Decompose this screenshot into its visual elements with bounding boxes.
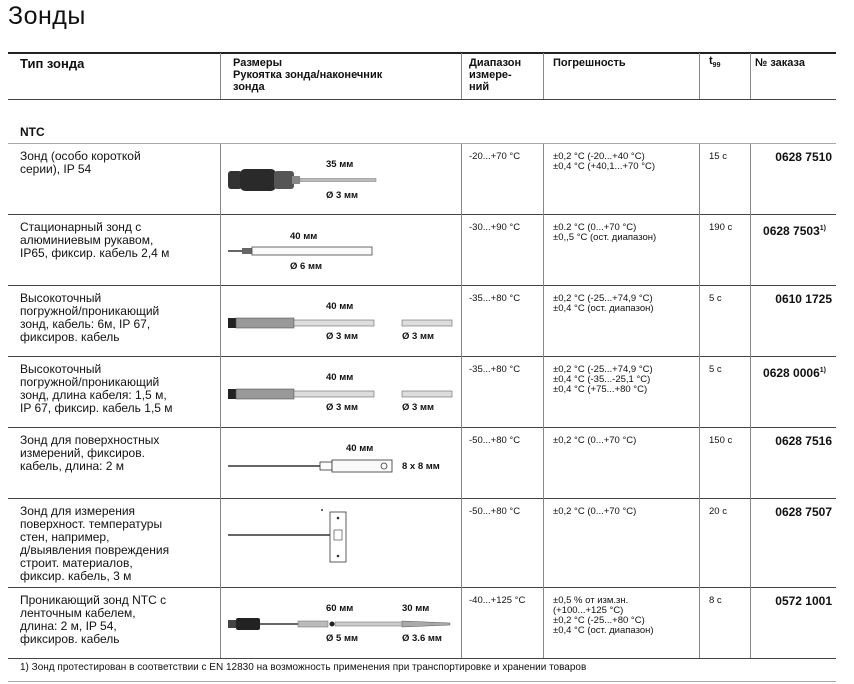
header-accuracy: Погрешность <box>553 57 626 69</box>
row4-range: -50...+80 °C <box>469 435 521 446</box>
row2-dim-bottom: Ø 3 мм <box>326 331 359 342</box>
row-col-sep-4 <box>699 144 700 658</box>
header-bottom-rule <box>8 99 836 100</box>
row-rule-7 <box>8 658 836 659</box>
row0-order: 0628 7510 <box>775 150 832 164</box>
row2-dim-right: Ø 3 мм <box>402 331 435 342</box>
row2-range: -35...+80 °C <box>469 293 521 304</box>
row6-dim-top-right: 30 мм <box>402 603 430 614</box>
row6-probe-icon <box>228 614 454 634</box>
row-col-sep-3 <box>543 144 544 658</box>
header-dimensions: Размеры Рукоятка зонда/наконечник зонда <box>233 57 383 93</box>
row0-dim-top: 35 мм <box>326 159 354 170</box>
row5-order: 0628 7507 <box>775 505 832 519</box>
row1-dim-bottom: Ø 6 мм <box>290 261 323 272</box>
row1-accuracy: ±0.2 °C (0...+70 °C) ±0,,5 °C (ост. диапазон) <box>553 222 657 243</box>
row4-type: Зонд для поверхностных измерений, фиксиров. кабель, длина: 2 м <box>20 433 160 473</box>
row-rule-4 <box>8 427 836 428</box>
row5-probe-icon <box>228 508 358 568</box>
row6-range: -40...+125 °C <box>469 595 526 606</box>
row3-accuracy: ±0,2 °C (-25...+74,9 °C) ±0,4 °C (-35...-25,1 °C) ±0,4 °C (+75...+80 °C) <box>553 364 653 395</box>
row3-t99: 5 с <box>709 364 722 375</box>
section-label: NTC <box>20 125 45 139</box>
row4-dim-right: 8 x 8 мм <box>402 461 440 472</box>
row6-dim-bottom: Ø 5 мм <box>326 633 359 644</box>
row4-order: 0628 7516 <box>775 434 832 448</box>
row2-probe-icon <box>228 316 454 330</box>
row4-accuracy: ±0,2 °C (0...+70 °C) <box>553 435 637 446</box>
page-title: Зонды <box>8 2 86 30</box>
row0-type: Зонд (особо короткой серии), IP 54 <box>20 149 141 176</box>
row-rule-5 <box>8 498 836 499</box>
row1-type: Стационарный зонд с алюминиевым рукавом, IP65, фиксир. кабель 2,4 м <box>20 220 170 260</box>
row1-t99: 190 с <box>709 222 733 233</box>
col-sep-4 <box>699 53 700 99</box>
row-rule-3 <box>8 356 836 357</box>
row3-type: Высокоточный погружной/проникающий зонд, длина кабеля: 1,5 м, IP 67, фиксир. кабель 1,5 м <box>20 362 173 415</box>
row2-t99: 5 с <box>709 293 722 304</box>
row3-range: -35...+80 °C <box>469 364 521 375</box>
row6-dim-right: Ø 3.6 мм <box>402 633 442 644</box>
row2-type: Высокоточный погружной/проникающий зонд, кабель: 6м, IP 67, фиксиров. кабель <box>20 291 160 344</box>
row1-dim-top: 40 мм <box>290 231 318 242</box>
row5-accuracy: ±0,2 °C (0...+70 °C) <box>553 506 637 517</box>
row0-probe-icon <box>228 165 378 195</box>
row0-accuracy: ±0,2 °C (-20...+40 °C) ±0,4 °C (+40,1...+70 °C) <box>553 151 656 172</box>
row4-probe-icon <box>228 458 398 476</box>
header-type: Тип зонда <box>20 56 85 71</box>
col-sep-3 <box>543 53 544 99</box>
row2-order: 0610 1725 <box>775 292 832 306</box>
row3-dim-top: 40 мм <box>326 372 354 383</box>
row1-probe-icon <box>228 244 378 258</box>
row-rule-1 <box>8 214 836 215</box>
row2-accuracy: ±0,2 °C (-25...+74,9 °C) ±0,4 °C (ост. диапазон) <box>553 293 654 314</box>
row-col-sep-2 <box>461 144 462 658</box>
row4-t99: 150 с <box>709 435 733 446</box>
col-sep-5 <box>750 53 751 99</box>
row0-range: -20...+70 °C <box>469 151 521 162</box>
row2-dim-top: 40 мм <box>326 301 354 312</box>
header-t99-main: t <box>709 55 713 67</box>
header-order: № заказа <box>755 57 805 69</box>
row4-dim-top: 40 мм <box>346 443 374 454</box>
row1-order <box>742 222 826 238</box>
row-rule-0 <box>8 143 836 144</box>
row1-order-footnote: 1) <box>819 225 826 232</box>
row-col-sep-1 <box>220 144 221 658</box>
row0-t99: 15 с <box>709 151 727 162</box>
row-rule-2 <box>8 285 836 286</box>
header-t99-sub: 99 <box>712 62 721 70</box>
header-top-rule <box>8 52 836 54</box>
row3-order-footnote: 1) <box>819 367 826 374</box>
row6-order: 0572 1001 <box>775 594 832 608</box>
header-t99 <box>709 55 720 72</box>
row1-range: -30...+90 °C <box>469 222 521 233</box>
row6-accuracy: ±0,5 % от изм.зн. (+100...+125 °C) ±0,2 °C (-25...+80 °C) ±0,4 °C (ост. диапазон) <box>553 595 654 636</box>
row5-t99: 20 с <box>709 506 727 517</box>
col-sep-1 <box>220 53 221 99</box>
row1-order-number: 0628 7503 <box>763 224 820 238</box>
row-rule-6 <box>8 587 836 588</box>
header-range: Диапазон измере- ний <box>469 57 522 93</box>
row6-dim-top: 60 мм <box>326 603 354 614</box>
row0-dim-bottom: Ø 3 мм <box>326 190 359 201</box>
row5-range: -50...+80 °C <box>469 506 521 517</box>
row3-dim-bottom: Ø 3 мм <box>326 402 359 413</box>
row3-probe-icon <box>228 387 454 401</box>
row5-type: Зонд для измерения поверхност. температуры стен, например, д/выявления повреждения строит. материалов, фиксир. кабель, 3 м <box>20 504 170 583</box>
row6-t99: 8 с <box>709 595 722 606</box>
col-sep-2 <box>461 53 462 99</box>
footnote: 1) Зонд протестирован в соответствии с EN 12830 на возможность применения при транспортировке и хранении товаров <box>20 662 587 673</box>
row3-dim-right: Ø 3 мм <box>402 402 435 413</box>
row3-order-number: 0628 0006 <box>763 366 820 380</box>
footnote-rule <box>8 681 836 682</box>
row3-order <box>742 364 826 380</box>
row6-type: Проникающий зонд NTC с ленточным кабелем, длина: 2 м, IP 54, фиксиров. кабель <box>20 593 167 646</box>
